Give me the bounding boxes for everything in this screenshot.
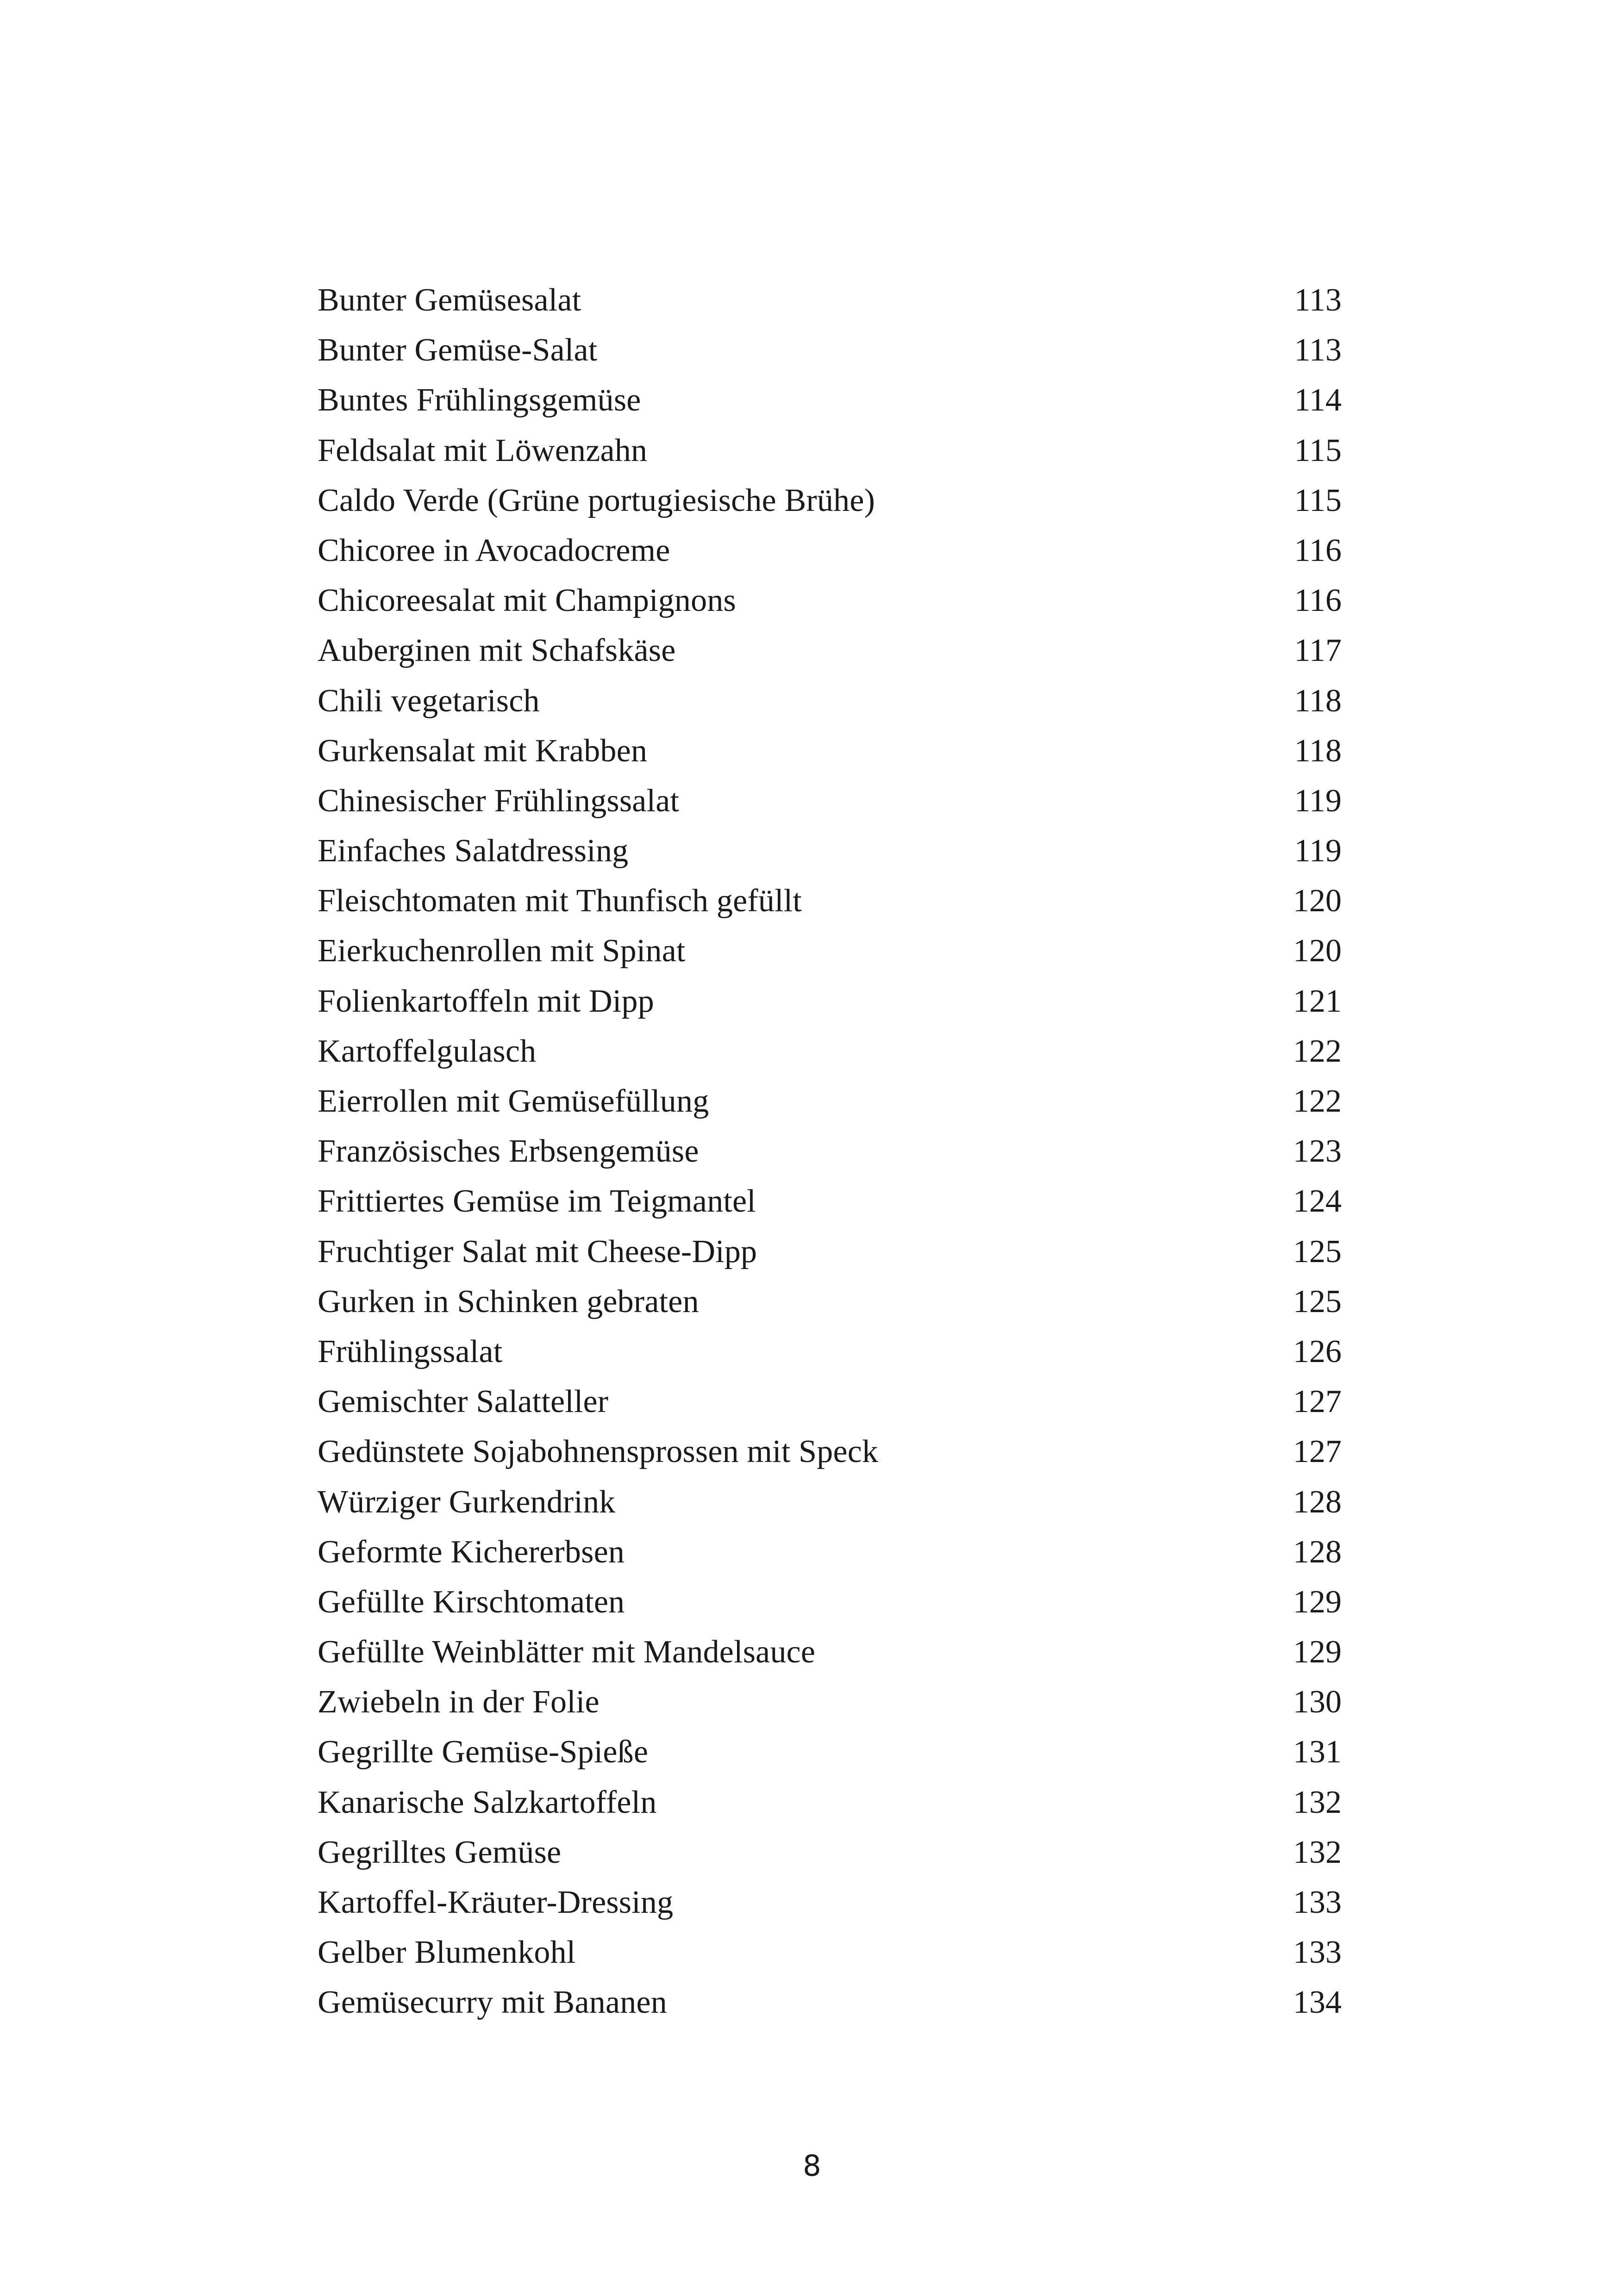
toc-entry-page: 115 [1294, 482, 1342, 518]
toc-entry [318, 1076, 1342, 1126]
toc-entry-page: 126 [1293, 1333, 1342, 1369]
toc-entry-page: 125 [1293, 1233, 1342, 1269]
toc-entry-title: Folienkartoffeln mit Dipp [318, 983, 654, 1019]
toc-entry-page: 117 [1294, 633, 1342, 669]
toc-entry-page: 118 [1294, 733, 1342, 769]
toc-entry [318, 676, 1342, 726]
toc-entry [318, 1627, 1342, 1677]
toc-entry [318, 1126, 1342, 1176]
toc-entry [318, 1828, 1342, 1878]
toc-entry-title: Chicoreesalat mit Champignons [318, 583, 736, 619]
toc-entry-title: Gurkensalat mit Krabben [318, 733, 648, 769]
toc-entry-page: 119 [1294, 783, 1342, 819]
toc-entry-title: Bunter Gemüsesalat [318, 282, 581, 318]
toc-entry-title: Gegrillte Gemüse-Spieße [318, 1734, 649, 1770]
toc-entry [318, 1677, 1342, 1727]
toc-entry-title: Gelber Blumenkohl [318, 1935, 576, 1971]
toc-entry [318, 1577, 1342, 1627]
toc-entry-title: Chinesischer Frühlingssalat [318, 783, 680, 819]
toc-entry-title: Gurken in Schinken gebraten [318, 1283, 699, 1319]
toc-entry-title: Eierkuchenrollen mit Spinat [318, 933, 686, 969]
toc-entry-title: Französisches Erbsengemüse [318, 1133, 699, 1170]
toc-entry-title: Fruchtiger Salat mit Cheese-Dipp [318, 1233, 757, 1269]
toc-entry [318, 626, 1342, 676]
toc-entry-page: 118 [1294, 683, 1342, 719]
toc-entry-title: Chicoree in Avocadocreme [318, 532, 670, 568]
toc-entry-page: 132 [1293, 1784, 1342, 1820]
toc-entry-page: 113 [1294, 282, 1342, 318]
toc-entry-page: 133 [1293, 1885, 1342, 1920]
toc-entry [318, 375, 1342, 425]
toc-entry-page: 129 [1293, 1584, 1342, 1620]
toc-entry-title: Gemüsecurry mit Bananen [318, 1985, 667, 2021]
toc-entry [318, 1027, 1342, 1076]
toc-entry-page: 119 [1294, 833, 1342, 869]
toc-entry [318, 1176, 1342, 1226]
toc-entry-page: 120 [1293, 933, 1342, 969]
toc-entry [318, 1377, 1342, 1427]
toc-entry [318, 926, 1342, 976]
toc-entry-page: 124 [1293, 1183, 1342, 1220]
toc-entry [318, 1527, 1342, 1577]
toc-entry-title: Würziger Gurkendrink [318, 1484, 616, 1520]
toc-entry [318, 1427, 1342, 1477]
toc-entry-title: Feldsalat mit Löwenzahn [318, 432, 648, 468]
toc-entry-page: 133 [1293, 1935, 1342, 1971]
toc-entry [318, 826, 1342, 876]
toc-entry [318, 1928, 1342, 1978]
toc-entry [318, 1227, 1342, 1277]
toc-entry-title: Zwiebeln in der Folie [318, 1684, 600, 1720]
toc-entry-page: 123 [1293, 1133, 1342, 1170]
toc-entry [318, 325, 1342, 375]
toc-entry [318, 526, 1342, 576]
toc-entry-title: Auberginen mit Schafskäse [318, 633, 676, 669]
toc-entry [318, 426, 1342, 476]
toc-entry-title: Gegrilltes Gemüse [318, 1834, 562, 1870]
toc-entry-page: 128 [1293, 1484, 1342, 1520]
toc-entry-page: 132 [1293, 1834, 1342, 1870]
toc-entry [318, 977, 1342, 1027]
toc-entry [318, 275, 1342, 325]
toc-entry-page: 116 [1294, 583, 1342, 619]
toc-entry-page: 115 [1294, 432, 1342, 468]
toc-entry [318, 1878, 1342, 1928]
toc-entry-page: 130 [1293, 1684, 1342, 1720]
toc-entry [318, 1778, 1342, 1828]
toc-entry [318, 726, 1342, 776]
toc-entry [318, 476, 1342, 526]
toc-entry-title: Kartoffelgulasch [318, 1033, 537, 1069]
toc-entry-title: Kartoffel-Kräuter-Dressing [318, 1885, 674, 1920]
toc-entry-title: Frühlingssalat [318, 1333, 503, 1369]
toc-entry [318, 776, 1342, 826]
toc-entry-page: 128 [1293, 1534, 1342, 1570]
page-number: 8 [803, 2149, 821, 2183]
toc-entry-page: 125 [1293, 1283, 1342, 1319]
toc-entry-title: Bunter Gemüse-Salat [318, 332, 598, 368]
toc-entry-title: Geformte Kichererbsen [318, 1534, 625, 1570]
toc-entry-page: 134 [1293, 1985, 1342, 2021]
toc-entry-page: 122 [1293, 1083, 1342, 1119]
toc-entry-title: Gedünstete Sojabohnensprossen mit Speck [318, 1434, 879, 1470]
toc-entry [318, 1727, 1342, 1777]
toc-entry-page: 121 [1293, 983, 1342, 1019]
toc-entry-page: 127 [1293, 1384, 1342, 1420]
toc-entry-title: Einfaches Salatdressing [318, 833, 629, 869]
table-of-contents [318, 275, 1342, 2028]
toc-entry-title: Kanarische Salzkartoffeln [318, 1784, 657, 1820]
toc-entry-title: Buntes Frühlingsgemüse [318, 382, 641, 418]
toc-entry [318, 576, 1342, 626]
toc-entry-title: Gemischter Salatteller [318, 1384, 609, 1420]
toc-entry [318, 1277, 1342, 1327]
toc-entry [318, 1327, 1342, 1377]
toc-entry-title: Frittiertes Gemüse im Teigmantel [318, 1183, 756, 1220]
toc-entry-title: Chili vegetarisch [318, 683, 540, 719]
toc-entry-page: 129 [1293, 1634, 1342, 1670]
toc-entry-title: Fleischtomaten mit Thunfisch gefüllt [318, 883, 802, 919]
toc-entry-page: 114 [1294, 382, 1342, 418]
toc-entry [318, 876, 1342, 926]
toc-entry-page: 131 [1293, 1734, 1342, 1770]
toc-entry-page: 122 [1293, 1033, 1342, 1069]
toc-entry-page: 116 [1294, 532, 1342, 568]
toc-entry-title: Caldo Verde (Grüne portugiesische Brühe) [318, 482, 875, 518]
toc-entry-page: 113 [1294, 332, 1342, 368]
toc-entry-page: 127 [1293, 1434, 1342, 1470]
toc-entry [318, 1477, 1342, 1527]
toc-entry-title: Eierrollen mit Gemüsefüllung [318, 1083, 709, 1119]
toc-entry [318, 1978, 1342, 2028]
toc-entry-title: Gefüllte Weinblätter mit Mandelsauce [318, 1634, 816, 1670]
toc-entry-page: 120 [1293, 883, 1342, 919]
toc-entry-title: Gefüllte Kirschtomaten [318, 1584, 625, 1620]
